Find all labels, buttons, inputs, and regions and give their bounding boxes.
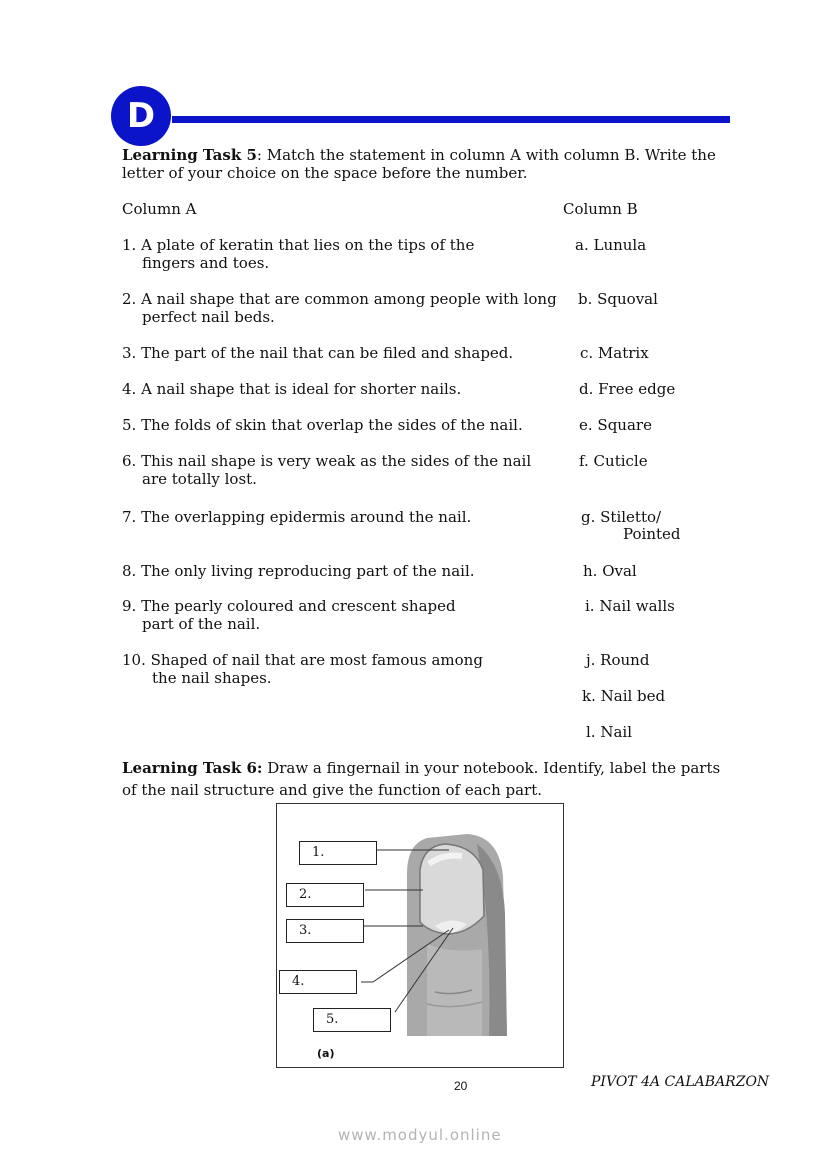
choice-d: d. Free edge	[579, 380, 676, 398]
statement-7: 7. The overlapping epidermis around the nail.	[122, 508, 472, 526]
statement-2: 2. A nail shape that are common among people with long	[122, 290, 557, 308]
task5-instruction-line2: letter of your choice on the space before the number.	[122, 164, 528, 182]
task6-instruction	[122, 759, 720, 777]
statement-3: 3. The part of the nail that can be filed and shaped.	[122, 344, 514, 362]
statement-6-cont: are totally lost.	[142, 470, 257, 488]
task6-instruction-line2: of the nail structure and give the function of each part.	[122, 781, 543, 799]
choice-l: l. Nail	[586, 723, 632, 741]
statement-9-cont: part of the nail.	[142, 615, 261, 633]
page-number: 20	[454, 1079, 468, 1093]
header-rule	[172, 116, 730, 123]
section-badge: D	[111, 86, 171, 146]
choice-k: k. Nail bed	[582, 687, 666, 705]
statement-5: 5. The folds of skin that overlap the sides of the nail.	[122, 416, 523, 434]
choice-f: f. Cuticle	[579, 452, 648, 470]
task5-instruction	[122, 146, 716, 164]
nail-figure	[276, 803, 564, 1068]
task6-instruction-line1: Draw a fingernail in your notebook. Identify, label the parts	[262, 759, 721, 777]
choice-i: i. Nail walls	[585, 597, 675, 615]
task5-label: Learning Task 5	[122, 146, 257, 164]
statement-1-cont: fingers and toes.	[142, 254, 270, 272]
publisher-name: PIVOT 4A CALABARZON	[591, 1074, 770, 1090]
label-box-1: 1.	[299, 841, 377, 865]
choice-h: h. Oval	[583, 562, 637, 580]
label-box-2: 2.	[286, 883, 364, 907]
label-box-5: 5.	[313, 1008, 391, 1032]
choice-b: b. Squoval	[578, 290, 658, 308]
choice-g: g. Stiletto/	[581, 508, 662, 526]
statement-6: 6. This nail shape is very weak as the sides of the nail	[122, 452, 532, 470]
statement-4: 4. A nail shape that is ideal for shorter nails.	[122, 380, 462, 398]
statement-10: 10. Shaped of nail that are most famous among	[122, 651, 483, 669]
choice-j: j. Round	[586, 651, 650, 669]
column-a-header: Column A	[122, 200, 197, 218]
statement-1: 1. A plate of keratin that lies on the tips of the	[122, 236, 475, 254]
statement-9: 9. The pearly coloured and crescent shaped	[122, 597, 456, 615]
column-b-header: Column B	[563, 200, 638, 218]
choice-g-cont: Pointed	[623, 525, 681, 543]
task6-label: Learning Task 6:	[122, 759, 263, 777]
choice-e: e. Square	[579, 416, 652, 434]
watermark: www.modyul.online	[338, 1126, 502, 1144]
label-box-3: 3.	[286, 919, 364, 943]
statement-10-cont: the nail shapes.	[152, 669, 272, 687]
figure-caption: (a)	[317, 1047, 335, 1060]
statement-8: 8. The only living reproducing part of the nail.	[122, 562, 475, 580]
choice-c: c. Matrix	[580, 344, 649, 362]
statement-2-cont: perfect nail beds.	[142, 308, 275, 326]
label-box-4: 4.	[279, 970, 357, 994]
choice-a: a. Lunula	[575, 236, 647, 254]
task5-instruction-line1: : Match the statement in column A with column B. Write the	[256, 146, 716, 164]
